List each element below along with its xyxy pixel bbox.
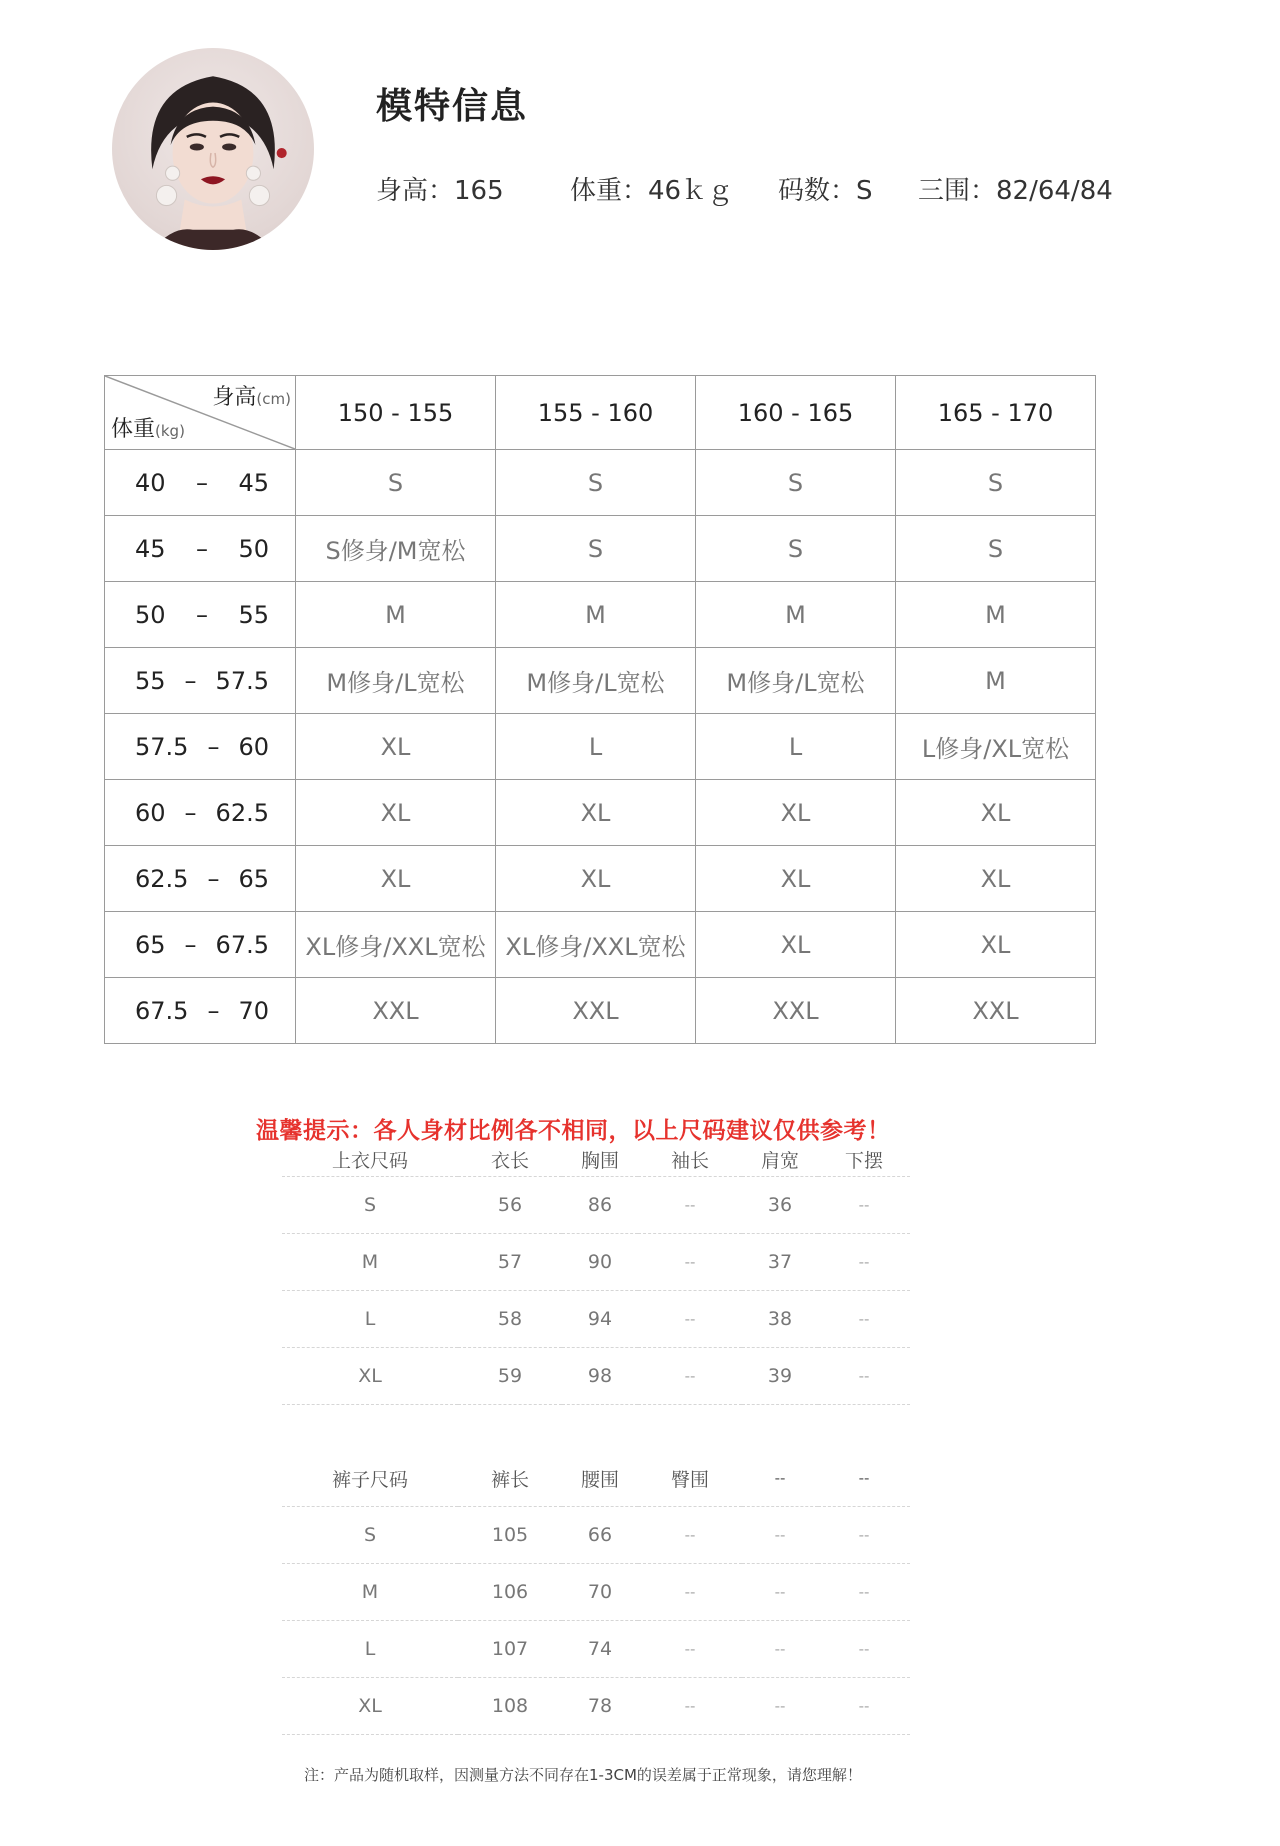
- measurement-cell: 98: [562, 1348, 638, 1405]
- model-weight: 体重：46ｋｇ: [570, 176, 734, 206]
- recommended-size-cell: M: [296, 582, 496, 648]
- weight-from: 65: [135, 930, 166, 959]
- weight-range-cell: [105, 648, 296, 714]
- measurement-cell: --: [818, 1348, 910, 1405]
- recommended-size-cell: M: [496, 582, 696, 648]
- pants-size-row: [282, 1507, 910, 1564]
- recommended-size-cell: L: [496, 714, 696, 780]
- measurement-cell: --: [818, 1678, 910, 1735]
- weight-range: [105, 733, 295, 761]
- grid-row: [105, 780, 1096, 846]
- grid-row: [105, 912, 1096, 978]
- measurement-header-row: [282, 1142, 910, 1177]
- measurement-header: 裤长: [458, 1450, 562, 1507]
- measurement-cell: --: [818, 1564, 910, 1621]
- weight-from: 57.5: [135, 732, 189, 761]
- model-avatar: [112, 48, 314, 250]
- height-range-header: 150 - 155: [296, 376, 496, 450]
- weight-range-cell: [105, 978, 296, 1044]
- recommended-size-cell: S: [696, 516, 896, 582]
- measurement-cell: 106: [458, 1564, 562, 1621]
- measurement-cell: --: [818, 1507, 910, 1564]
- recommended-size-cell: XXL: [296, 978, 496, 1044]
- top-size-row: [282, 1177, 910, 1234]
- recommended-size-cell: M修身/L宽松: [696, 648, 896, 714]
- measurement-cell: --: [638, 1564, 742, 1621]
- measurement-cell: --: [818, 1291, 910, 1348]
- weight-range: [105, 997, 295, 1025]
- recommended-size-cell: S: [696, 450, 896, 516]
- measurement-cell: 36: [742, 1177, 818, 1234]
- grid-row: [105, 516, 1096, 582]
- weight-range: [105, 667, 295, 695]
- weight-dash: –: [207, 996, 220, 1025]
- measurement-cell: --: [638, 1621, 742, 1678]
- recommended-size-cell: XL: [296, 780, 496, 846]
- recommended-size-cell: L: [696, 714, 896, 780]
- measurement-cell: 58: [458, 1291, 562, 1348]
- recommended-size-cell: XL: [496, 780, 696, 846]
- weight-to: 65: [238, 864, 269, 893]
- pants-size-row: [282, 1621, 910, 1678]
- recommended-size-cell: S: [496, 516, 696, 582]
- weight-dash: –: [196, 534, 208, 563]
- measurement-header: 臀围: [638, 1450, 742, 1507]
- weight-range-cell: [105, 714, 296, 780]
- measurement-cell: 59: [458, 1348, 562, 1405]
- measurement-cell: --: [638, 1177, 742, 1234]
- top-size-row: [282, 1348, 910, 1405]
- measurement-header: --: [818, 1450, 910, 1507]
- measurement-header: 袖长: [638, 1142, 742, 1177]
- measurement-cell: 107: [458, 1621, 562, 1678]
- measurement-cell: --: [742, 1678, 818, 1735]
- weight-to: 60: [238, 732, 269, 761]
- recommended-size-cell: M修身/L宽松: [296, 648, 496, 714]
- weight-to: 70: [238, 996, 269, 1025]
- measurement-cell: --: [818, 1234, 910, 1291]
- recommended-size-cell: XXL: [696, 978, 896, 1044]
- height-range-header: 155 - 160: [496, 376, 696, 450]
- measurement-cell: --: [638, 1678, 742, 1735]
- weight-from: 40: [135, 468, 166, 497]
- weight-range: [105, 799, 295, 827]
- weight-range: [105, 931, 295, 959]
- measurement-cell: XL: [282, 1348, 458, 1405]
- weight-to: 67.5: [215, 930, 269, 959]
- measurement-header: 上衣尺码: [282, 1142, 458, 1177]
- weight-range-cell: [105, 912, 296, 978]
- corner-weight-label: 体重(kg): [111, 417, 185, 442]
- recommended-size-cell: M: [896, 582, 1096, 648]
- pants-size-row: [282, 1678, 910, 1735]
- measurement-cell: 94: [562, 1291, 638, 1348]
- grid-row: [105, 978, 1096, 1044]
- weight-range: [105, 469, 295, 497]
- weight-from: 60: [135, 798, 166, 827]
- recommended-size-cell: XL: [696, 846, 896, 912]
- weight-range-cell: [105, 450, 296, 516]
- top-size-row: [282, 1291, 910, 1348]
- recommended-size-cell: XL: [896, 846, 1096, 912]
- recommended-size-cell: L修身/XL宽松: [896, 714, 1096, 780]
- measurement-cell: 108: [458, 1678, 562, 1735]
- measurement-cell: --: [742, 1564, 818, 1621]
- measurement-cell: 74: [562, 1621, 638, 1678]
- recommended-size-cell: XL修身/XXL宽松: [296, 912, 496, 978]
- weight-range: [105, 535, 295, 563]
- measurement-cell: 57: [458, 1234, 562, 1291]
- measurement-cell: 90: [562, 1234, 638, 1291]
- height-range-header: 165 - 170: [896, 376, 1096, 450]
- measurement-cell: --: [638, 1234, 742, 1291]
- weight-range-cell: [105, 780, 296, 846]
- measurement-cell: --: [742, 1621, 818, 1678]
- weight-range-cell: [105, 516, 296, 582]
- grid-corner-cell: [105, 376, 296, 450]
- grid-header-row: [105, 376, 1096, 450]
- recommended-size-cell: XL: [296, 846, 496, 912]
- recommended-size-cell: M: [696, 582, 896, 648]
- measurement-cell: --: [818, 1177, 910, 1234]
- pants-measurement-table: [282, 1450, 910, 1735]
- recommended-size-cell: M修身/L宽松: [496, 648, 696, 714]
- weight-from: 67.5: [135, 996, 189, 1025]
- recommended-size-cell: S: [896, 450, 1096, 516]
- weight-to: 57.5: [215, 666, 269, 695]
- weight-dash: –: [196, 600, 208, 629]
- recommended-size-cell: S: [296, 450, 496, 516]
- weight-range-cell: [105, 846, 296, 912]
- measurement-cell: L: [282, 1291, 458, 1348]
- recommended-size-cell: S: [496, 450, 696, 516]
- measurement-header-row: [282, 1450, 910, 1507]
- weight-range-cell: [105, 582, 296, 648]
- recommended-size-cell: XXL: [896, 978, 1096, 1044]
- weight-to: 45: [238, 468, 269, 497]
- recommended-size-cell: XL: [296, 714, 496, 780]
- measurement-cell: --: [742, 1507, 818, 1564]
- measurement-cell: 70: [562, 1564, 638, 1621]
- model-stats: [376, 170, 1113, 207]
- recommended-size-cell: S: [896, 516, 1096, 582]
- weight-dash: –: [184, 666, 197, 695]
- weight-to: 50: [238, 534, 269, 563]
- model-portrait-icon: [112, 48, 314, 250]
- measurement-cell: --: [638, 1291, 742, 1348]
- weight-dash: –: [196, 468, 208, 497]
- weight-from: 55: [135, 666, 166, 695]
- recommended-size-cell: S修身/M宽松: [296, 516, 496, 582]
- model-info-title: 模特信息: [376, 86, 529, 127]
- measurement-cell: --: [638, 1507, 742, 1564]
- measurement-header: --: [742, 1450, 818, 1507]
- measurement-cell: M: [282, 1234, 458, 1291]
- size-recommendation-table: [104, 375, 1096, 1044]
- pants-size-row: [282, 1564, 910, 1621]
- measurement-cell: XL: [282, 1678, 458, 1735]
- recommended-size-cell: XL: [496, 846, 696, 912]
- measurement-cell: --: [638, 1348, 742, 1405]
- model-height: 身高：165: [376, 176, 504, 206]
- grid-row: [105, 714, 1096, 780]
- measurement-cell: --: [818, 1621, 910, 1678]
- grid-row: [105, 450, 1096, 516]
- grid-row: [105, 846, 1096, 912]
- height-range-header: 160 - 165: [696, 376, 896, 450]
- weight-to: 55: [238, 600, 269, 629]
- weight-range: [105, 601, 295, 629]
- measurement-header: 下摆: [818, 1142, 910, 1177]
- measurement-cell: 78: [562, 1678, 638, 1735]
- measurement-cell: M: [282, 1564, 458, 1621]
- measurement-cell: 86: [562, 1177, 638, 1234]
- measurement-cell: 39: [742, 1348, 818, 1405]
- grid-row: [105, 582, 1096, 648]
- measurement-header: 衣长: [458, 1142, 562, 1177]
- measurement-cell: 105: [458, 1507, 562, 1564]
- recommended-size-cell: M: [896, 648, 1096, 714]
- measurement-header: 胸围: [562, 1142, 638, 1177]
- weight-dash: –: [184, 798, 197, 827]
- grid-row: [105, 648, 1096, 714]
- model-size: 码数：S: [778, 176, 873, 206]
- measurement-cell: 56: [458, 1177, 562, 1234]
- recommended-size-cell: XL: [896, 912, 1096, 978]
- measurement-cell: 38: [742, 1291, 818, 1348]
- weight-from: 50: [135, 600, 166, 629]
- measurement-header: 裤子尺码: [282, 1450, 458, 1507]
- measurement-cell: S: [282, 1177, 458, 1234]
- top-measurement-table: [282, 1142, 910, 1405]
- measurement-header: 腰围: [562, 1450, 638, 1507]
- recommended-size-cell: XL: [696, 912, 896, 978]
- weight-dash: –: [207, 732, 220, 761]
- measurement-header: 肩宽: [742, 1142, 818, 1177]
- weight-dash: –: [184, 930, 197, 959]
- weight-to: 62.5: [215, 798, 269, 827]
- measurement-cell: L: [282, 1621, 458, 1678]
- weight-from: 62.5: [135, 864, 189, 893]
- top-size-row: [282, 1234, 910, 1291]
- recommended-size-cell: XL修身/XXL宽松: [496, 912, 696, 978]
- weight-range: [105, 865, 295, 893]
- measurement-cell: S: [282, 1507, 458, 1564]
- measurement-cell: 66: [562, 1507, 638, 1564]
- recommended-size-cell: XL: [896, 780, 1096, 846]
- measurement-note: 注：产品为随机取样，因测量方法不同存在1-3CM的误差属于正常现象，请您理解！: [304, 1766, 862, 1784]
- model-measurements: 三围：82/64/84: [918, 176, 1113, 206]
- size-tip: 温馨提示：各人身材比例各不相同，以上尺码建议仅供参考！: [256, 1117, 891, 1144]
- recommended-size-cell: XXL: [496, 978, 696, 1044]
- weight-from: 45: [135, 534, 166, 563]
- measurement-cell: 37: [742, 1234, 818, 1291]
- weight-dash: –: [207, 864, 220, 893]
- recommended-size-cell: XL: [696, 780, 896, 846]
- corner-height-label: 身高(cm): [212, 385, 291, 410]
